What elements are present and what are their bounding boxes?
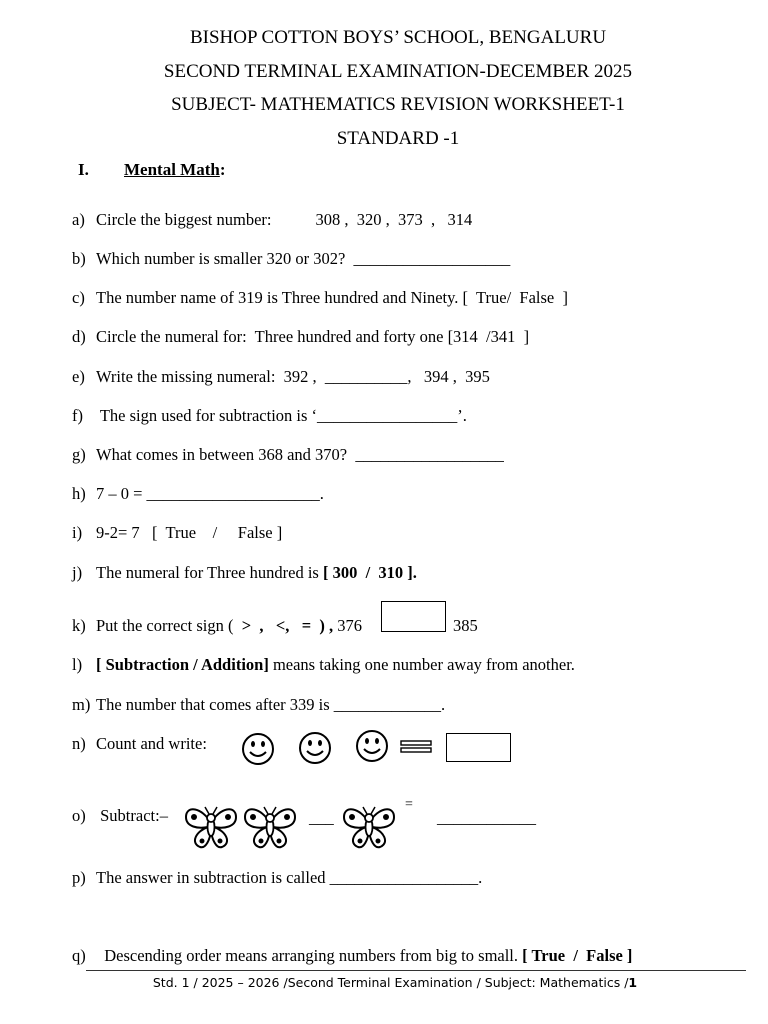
question-g (72, 445, 504, 465)
footer (0, 975, 768, 990)
standard-title: STANDARD -1 (336, 128, 460, 149)
question-choices: [ Subtraction / Addition] (96, 655, 269, 674)
question-text: Put the correct sign ( (96, 616, 238, 635)
question-label: c) (72, 288, 85, 307)
question-label: o) (72, 806, 86, 825)
question-label: p) (72, 868, 86, 887)
left-number: 376 (333, 616, 363, 635)
smiley-icon (298, 731, 332, 765)
question-label: k) (72, 616, 86, 635)
butterfly-icon (182, 803, 240, 851)
question-text: Write the missing numeral: 392 , __________, 394 , 395 (96, 367, 490, 386)
question-label: d) (72, 327, 86, 346)
question-numbers: 308 , 320 , 373 , 314 (315, 210, 473, 229)
question-text: 7 – 0 = _____________________. (96, 484, 324, 503)
question-d (72, 327, 529, 347)
question-n (72, 734, 207, 754)
count-answer-box[interactable] (446, 733, 511, 762)
sign-answer-box[interactable] (381, 601, 446, 632)
answer-blank: ____________ (437, 808, 536, 827)
minus-blank: ___ (309, 808, 334, 827)
equals-sign: = (405, 797, 413, 812)
section-numeral: I. (78, 160, 89, 179)
question-p (72, 868, 482, 888)
smiley-icon (355, 729, 389, 763)
question-text: The number that comes after 339 is _____________. (96, 695, 446, 714)
question-label: i) (72, 523, 83, 542)
question-b (72, 249, 510, 269)
question-text: The number name of 319 is Three hundred and Ninety. [ True/ False ] (96, 288, 568, 307)
question-text: Which number is smaller 320 or 302? ___________________ (96, 249, 511, 268)
question-h (72, 484, 324, 504)
minus-sign: – (159, 806, 168, 825)
question-label: e) (72, 367, 85, 386)
question-k (72, 616, 362, 636)
question-label: g) (72, 445, 86, 464)
butterfly-icon (241, 803, 299, 851)
question-c (72, 288, 568, 308)
question-i (72, 523, 282, 543)
question-e (72, 367, 490, 387)
question-signs: > , <, = ) , (237, 616, 334, 635)
question-text: Circle the biggest number: (96, 210, 272, 229)
question-label: h) (72, 484, 86, 503)
question-label: n) (72, 734, 86, 753)
section-colon: : (219, 160, 226, 179)
question-text: means taking one number away from another. (268, 655, 575, 674)
question-l (72, 655, 575, 675)
question-text: The answer in subtraction is called __________________. (96, 868, 483, 887)
question-j (72, 563, 417, 583)
question-label: l) (72, 655, 83, 674)
question-q (72, 946, 632, 966)
question-text: The numeral for Three hundred is (96, 563, 323, 582)
smiley-icon (241, 732, 275, 766)
question-text: Circle the numeral for: Three hundred and forty one [314 /341 ] (96, 327, 530, 346)
footer-text: Std. 1 / 2025 – 2026 /Second Terminal Examination / Subject: Mathematics / (152, 975, 629, 990)
question-o (72, 806, 168, 826)
question-f (72, 406, 467, 426)
question-m (72, 695, 445, 715)
right-number: 385 (453, 616, 478, 635)
question-text: Count and write: (96, 734, 207, 753)
exam-title: SECOND TERMINAL EXAMINATION-DECEMBER 2025 (163, 61, 633, 82)
equals-sign-icon (400, 740, 432, 754)
question-text: Subtract: (96, 806, 160, 825)
section-title-text: Mental Math (124, 160, 220, 179)
question-label: j) (72, 563, 83, 582)
butterfly-icon (340, 803, 398, 851)
question-label: m) (72, 695, 91, 714)
question-text: Descending order means arranging numbers from big to small. (96, 946, 523, 965)
page-number: 1 (628, 975, 638, 990)
question-label: b) (72, 249, 86, 268)
question-text: What comes in between 368 and 370? __________________ (96, 445, 504, 464)
question-choices: [ 300 / 310 ]. (322, 563, 417, 582)
question-label: a) (72, 210, 85, 229)
section-title (124, 160, 226, 180)
school-name: BISHOP COTTON BOYS’ SCHOOL, BENGALURU (189, 27, 607, 48)
question-text: The sign used for subtraction is ‘_________________’. (96, 406, 467, 425)
footer-divider (86, 970, 746, 971)
question-label: f) (72, 406, 83, 425)
question-choices: [ True / False ] (522, 946, 633, 965)
question-text: 9-2= 7 [ True / False ] (96, 523, 283, 542)
question-a (72, 210, 472, 230)
question-label: q) (72, 946, 86, 965)
subject-title: SUBJECT- MATHEMATICS REVISION WORKSHEET-1 (171, 94, 625, 115)
